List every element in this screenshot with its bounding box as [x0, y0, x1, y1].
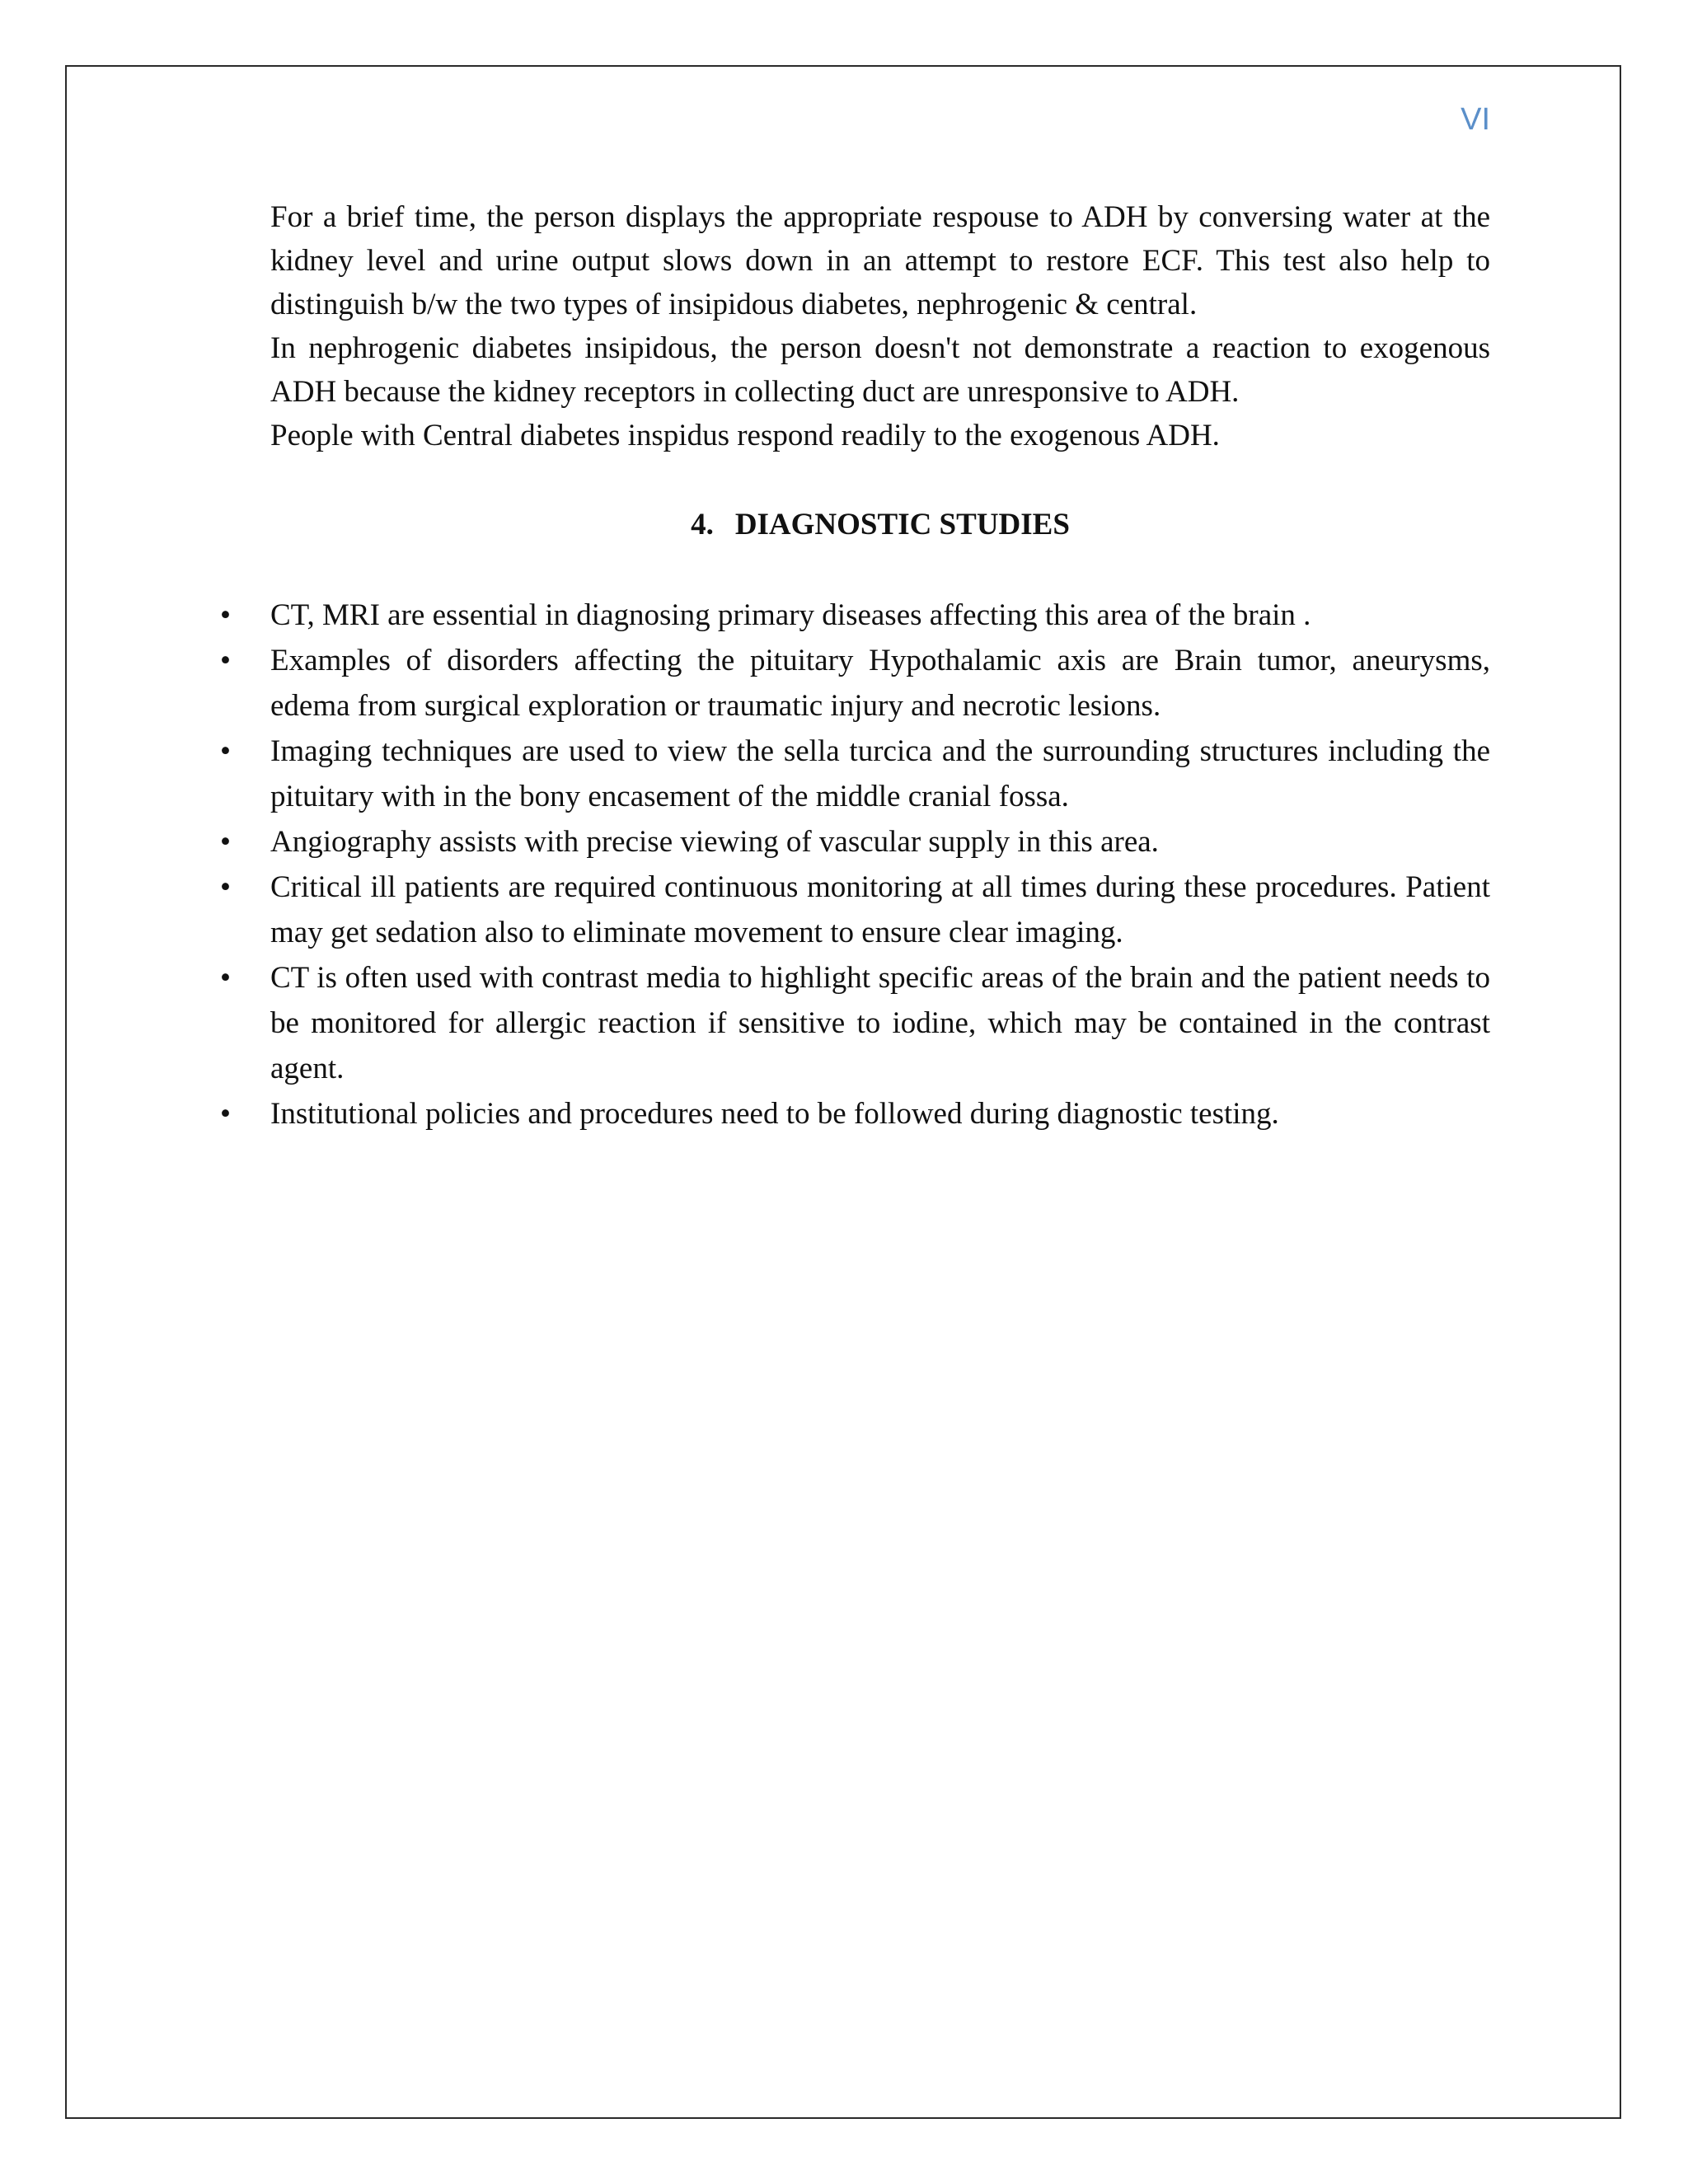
- list-item: [218, 955, 1490, 1091]
- intro-text: [270, 195, 1490, 457]
- list-item-text: Examples of disorders affecting the pituitary Hypothalamic axis are Brain tumor, aneurysms, edema from surgical exploration or traumatic injury and necrotic lesions.: [270, 644, 1490, 723]
- list-item: [218, 1091, 1490, 1137]
- list-item: [218, 865, 1490, 955]
- section-title: DIAGNOSTIC STUDIES: [734, 508, 1070, 541]
- list-item: [218, 729, 1490, 819]
- list-item-text: CT is often used with contrast media to highlight specific areas of the brain and the patient needs to be monitored for allergic reaction if sensitive to iodine, which may be contained in the contrast agent.: [270, 961, 1490, 1085]
- bullet-icon: •: [220, 825, 231, 859]
- intro-paragraph: People with Central diabetes inspidus respond readily to the exogenous ADH.: [270, 419, 1220, 452]
- bullet-icon: •: [220, 644, 231, 677]
- section-number: 4.: [691, 508, 714, 541]
- list-item-text: CT, MRI are essential in diagnosing primary diseases affecting this area of the brain .: [270, 598, 1311, 632]
- list-item-text: Angiography assists with precise viewing of vascular supply in this area.: [270, 825, 1159, 859]
- bullet-icon: •: [220, 870, 231, 904]
- page-number: VI: [1461, 102, 1490, 137]
- intro-paragraph: In nephrogenic diabetes insipidous, the person doesn't not demonstrate a reaction to exogenous ADH because the kidney receptors in collecting duct are unresponsive to ADH.: [270, 331, 1490, 409]
- list-item: [218, 819, 1490, 865]
- list-item: [218, 638, 1490, 729]
- list-item-text: Critical ill patients are required continuous monitoring at all times during these procedures. Patient may get sedation also to eliminate movement to ensure clear imaging.: [270, 870, 1490, 949]
- list-item-text: Institutional policies and procedures need to be followed during diagnostic testing.: [270, 1097, 1279, 1131]
- list-item-text: Imaging techniques are used to view the sella turcica and the surrounding structures including the pituitary with in the bony encasement of the middle cranial fossa.: [270, 734, 1490, 813]
- bullet-list: [218, 593, 1490, 1137]
- list-item: [218, 593, 1490, 638]
- bullet-icon: •: [220, 961, 231, 995]
- bullet-icon: •: [220, 734, 231, 768]
- intro-paragraph: For a brief time, the person displays the appropriate respouse to ADH by conversing water at the kidney level and urine output slows down in an attempt to restore ECF. This test also help to distinguish b/w the two types of insipidous diabetes, nephrogenic & central.: [270, 200, 1490, 321]
- bullet-icon: •: [220, 598, 231, 632]
- section-heading: [270, 503, 1490, 546]
- bullet-icon: •: [220, 1097, 231, 1131]
